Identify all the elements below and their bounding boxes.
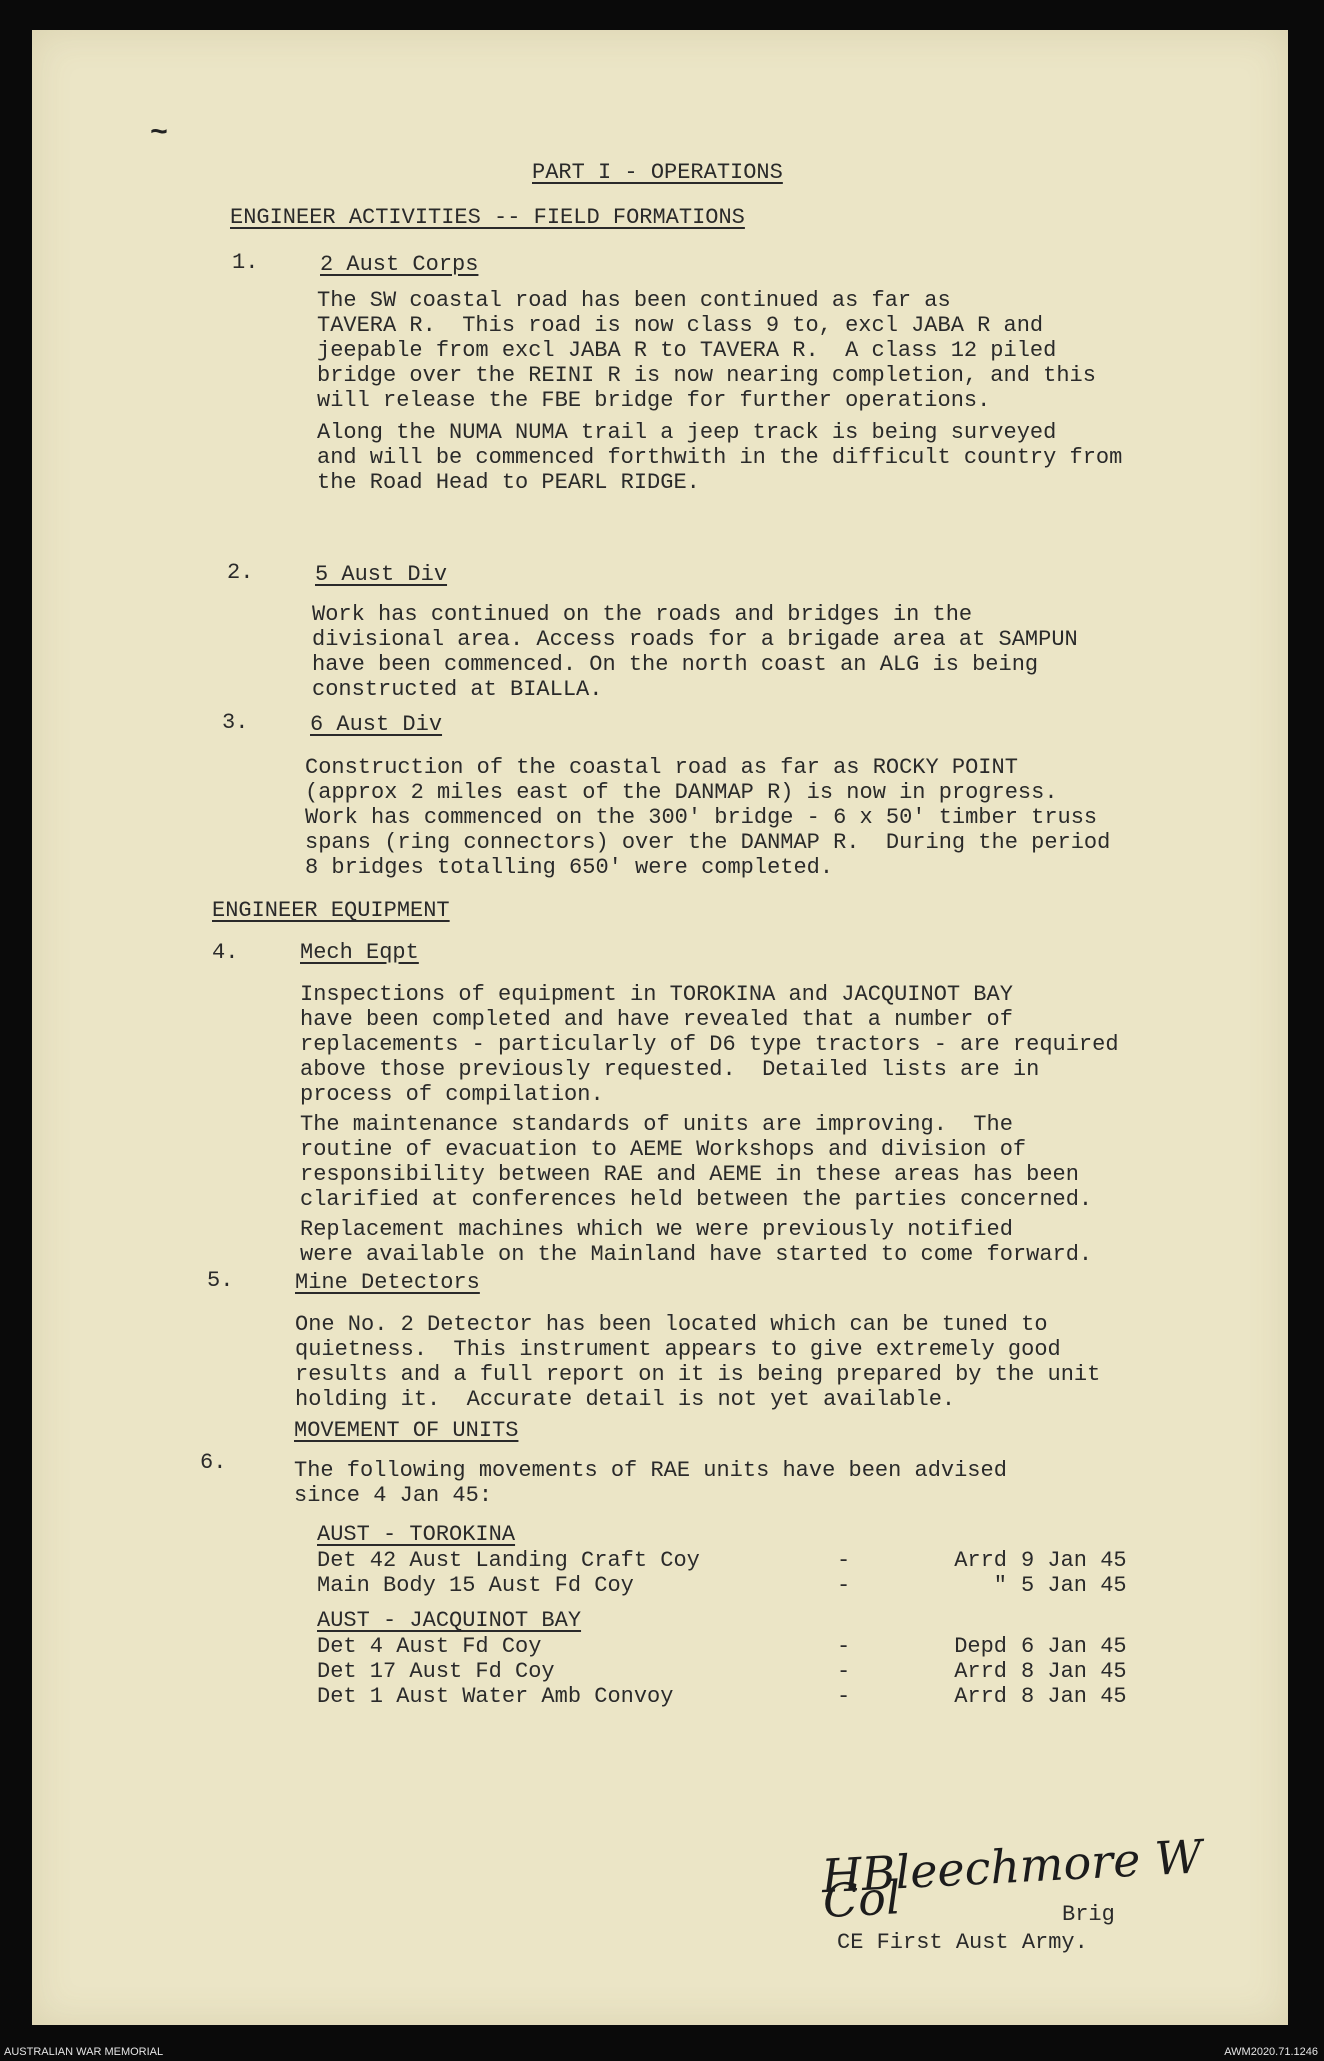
item-title-2-aust-corps: 2 Aust Corps — [320, 252, 479, 277]
section-heading-engineer-equipment: ENGINEER EQUIPMENT — [212, 898, 450, 923]
table-row — [317, 1548, 1151, 1573]
item-number: 2. — [227, 560, 254, 585]
item-title-mech-eqpt: Mech Eqpt — [300, 940, 419, 965]
item-title-mine-detectors: Mine Detectors — [295, 1270, 480, 1295]
date-cell: 9 Jan 45 — [1021, 1548, 1127, 1573]
unit-cell: Det 42 Aust Landing Craft Coy — [317, 1548, 700, 1573]
action-cell: " — [993, 1573, 1007, 1598]
group-title-jacquinot-bay: AUST - JACQUINOT BAY — [317, 1608, 582, 1633]
dash-cell: - — [837, 1684, 851, 1709]
movements-table-jacquinot-bay — [317, 1634, 1151, 1709]
paragraph: Along the NUMA NUMA trail a jeep track is being surveyed and will be commenced forthwith in the difficult country from the Road Head to PEARL RIDGE. — [317, 420, 1123, 495]
item-title-6-aust-div: 6 Aust Div — [310, 712, 443, 737]
unit-cell: Det 4 Aust Fd Coy — [317, 1634, 542, 1659]
dash-cell: - — [837, 1573, 851, 1598]
action-cell: Depd — [954, 1634, 1007, 1659]
signature-rank: Brig — [1062, 1902, 1115, 1927]
unit-cell: Main Body 15 Aust Fd Coy — [317, 1573, 634, 1598]
table-row — [317, 1684, 1151, 1709]
date-cell: 8 Jan 45 — [1021, 1684, 1127, 1709]
unit-cell: Det 1 Aust Water Amb Convoy — [317, 1684, 674, 1709]
movements-table-torokina — [317, 1548, 1151, 1598]
item-number: 4. — [212, 940, 239, 965]
action-cell: Arrd — [954, 1548, 1007, 1573]
item-number: 1. — [232, 250, 259, 275]
section-heading-engineer-activities: ENGINEER ACTIVITIES -- FIELD FORMATIONS — [230, 205, 745, 230]
paragraph: The maintenance standards of units are improving. The routine of evacuation to AEME Workshops and division of responsibility between RAE and AEME in these areas has been clarified at conferences held between the parties concerned. — [300, 1112, 1093, 1212]
dash-cell: - — [837, 1548, 851, 1573]
item-number: 6. — [200, 1450, 227, 1475]
table-row — [317, 1634, 1151, 1659]
group-title-torokina: AUST - TOROKINA — [317, 1522, 516, 1547]
paragraph: Replacement machines which we were previously notified were available on the Mainland have started to come forward. — [300, 1217, 1093, 1267]
item-title-5-aust-div: 5 Aust Div — [315, 562, 448, 587]
table-row — [317, 1659, 1151, 1684]
page-heading: PART I - OPERATIONS — [532, 160, 783, 185]
paragraph: The following movements of RAE units have been advised since 4 Jan 45: — [294, 1458, 1007, 1508]
paragraph: Construction of the coastal road as far as ROCKY POINT (approx 2 miles east of the DANMAP R) is now in progress. Work has commenced on the 300' bridge - 6 x 50' timber truss spans (ring connectors) over the DANMAP R. During the period 8 bridges totalling 650' were completed. — [305, 755, 1111, 880]
footer-accession-number: AWM2020.71.1246 — [1224, 2046, 1318, 2058]
paragraph: The SW coastal road has been continued as far as TAVERA R. This road is now class 9 to, excl JABA R and jeepable from excl JABA R to TAVERA R. A class 12 piled bridge over the REINI R is now nearing completion, and this will release the FBE bridge for further operations. — [317, 288, 1096, 413]
dash-cell: - — [837, 1659, 851, 1684]
document-body — [32, 30, 1288, 2025]
paragraph: Work has continued on the roads and bridges in the divisional area. Access roads for a brigade area at SAMPUN have been commenced. On the north coast an ALG is being constructed at BIALLA. — [312, 602, 1078, 702]
item-number: 5. — [207, 1268, 234, 1293]
footer-credit: AUSTRALIAN WAR MEMORIAL — [4, 2046, 164, 2058]
action-cell: Arrd — [954, 1684, 1007, 1709]
date-cell: 5 Jan 45 — [1021, 1573, 1127, 1598]
paragraph: One No. 2 Detector has been located which can be tuned to quietness. This instrument appears to give extremely good results and a full report on it is being prepared by the unit holding it. Accurate detail is not yet available. — [295, 1312, 1101, 1412]
handwritten-signature: HBleechmore W Col — [820, 1829, 1204, 1929]
table-row — [317, 1573, 1151, 1598]
item-number: 3. — [222, 710, 249, 735]
date-cell: 8 Jan 45 — [1021, 1659, 1127, 1684]
document-page — [32, 30, 1288, 2025]
dash-cell: - — [837, 1634, 851, 1659]
section-heading-movement-of-units: MOVEMENT OF UNITS — [294, 1418, 519, 1443]
stray-mark: ~ — [150, 117, 169, 151]
date-cell: 6 Jan 45 — [1021, 1634, 1127, 1659]
paragraph: Inspections of equipment in TOROKINA and JACQUINOT BAY have been completed and have revealed that a number of replacements - particularly of D6 type tractors - are required above those previously requested. Detailed lists are in process of compilation. — [300, 982, 1119, 1107]
signature-title: CE First Aust Army. — [837, 1930, 1088, 1955]
unit-cell: Det 17 Aust Fd Coy — [317, 1659, 555, 1684]
action-cell: Arrd — [954, 1659, 1007, 1684]
